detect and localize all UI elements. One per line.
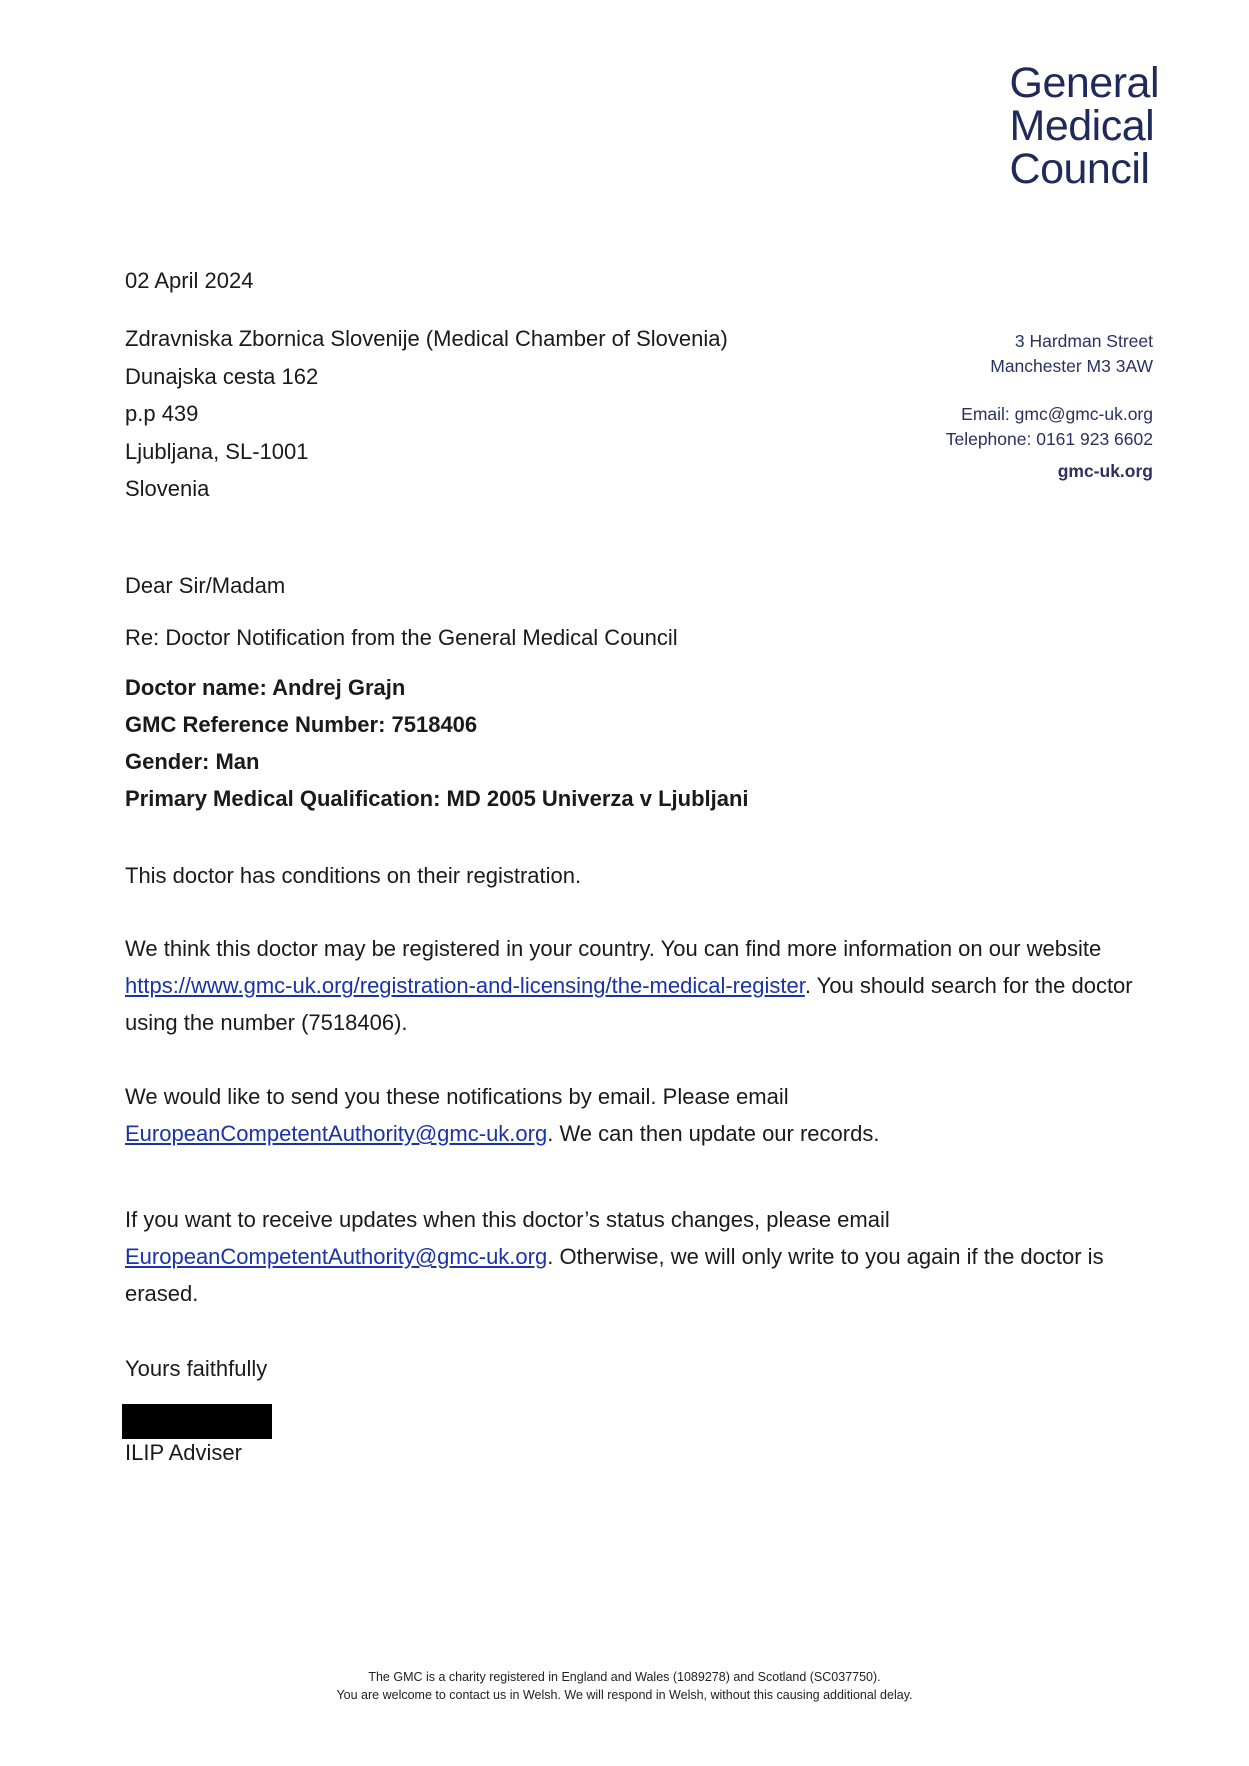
sender-street: 3 Hardman Street [1014, 331, 1153, 351]
competent-authority-email-link[interactable]: EuropeanCompetentAuthority@gmc-uk.org [125, 1121, 548, 1146]
recipient-line: Zdravniska Zbornica Slovenije (Medical Chamber of Slovenia) [125, 326, 728, 351]
paragraph-text: We think this doctor may be registered in your country. You can find more information on our website [125, 936, 1102, 961]
redacted-signature [122, 1404, 272, 1439]
sender-city: Manchester M3 3AW [990, 355, 1153, 376]
footer-charity-line: The GMC is a charity registered in England and Wales (1089278) and Scotland (SC037750). [368, 1670, 881, 1684]
letter-date: 02 April 2024 [125, 268, 254, 293]
salutation: Dear Sir/Madam [125, 573, 286, 598]
paragraph-text: . Otherwise, we will only write to you again if the doctor is erased. [125, 1244, 1104, 1306]
sender-website: gmc-uk.org [1057, 461, 1153, 481]
gmc-reference-number: GMC Reference Number: 7518406 [125, 712, 478, 737]
recipient-address [125, 320, 728, 508]
paragraph-text: If you want to receive updates when this doctor’s status changes, please email [125, 1207, 890, 1232]
status-updates-paragraph [125, 1201, 1155, 1312]
valediction: Yours faithfully [125, 1356, 268, 1381]
paragraph-text: We would like to send you these notifications by email. Please email [125, 1084, 789, 1109]
sender-telephone: Telephone: 0161 923 6602 [945, 428, 1153, 449]
logo-line-general: General [1009, 59, 1159, 107]
footer [0, 1668, 1249, 1704]
logo-line-council: Council [1009, 145, 1150, 193]
logo-line-medical: Medical [1009, 102, 1155, 150]
signatory-title: ILIP Adviser [125, 1440, 242, 1465]
paragraph-text: . You should search for the doctor using the number (7518406). [125, 973, 1133, 1035]
recipient-line: Slovenia [125, 476, 210, 501]
medical-register-link[interactable]: https://www.gmc-uk.org/registration-and-licensing/the-medical-register [125, 973, 805, 998]
doctor-details [125, 669, 1155, 817]
gmc-logo [1009, 59, 1159, 193]
recipient-line: Dunajska cesta 162 [125, 363, 319, 389]
email-notifications-paragraph [125, 1078, 1155, 1152]
sender-contact-block [946, 329, 1153, 484]
doctor-name: Doctor name: Andrej Grajn [125, 675, 406, 700]
footer-welsh-line: You are welcome to contact us in Welsh. We will respond in Welsh, without this causing additional delay. [336, 1688, 913, 1702]
subject-line: Re: Doctor Notification from the General Medical Council [125, 625, 678, 650]
recipient-line: Ljubljana, SL-1001 [125, 438, 309, 464]
paragraph-text: . We can then update our records. [547, 1121, 880, 1146]
primary-qualification: Primary Medical Qualification: MD 2005 Univerza v Ljubljani [125, 786, 749, 811]
conditions-statement: This doctor has conditions on their registration. [125, 863, 582, 888]
doctor-gender: Gender: Man [125, 749, 260, 774]
sender-email: Email: gmc@gmc-uk.org [961, 404, 1153, 424]
competent-authority-email-link[interactable]: EuropeanCompetentAuthority@gmc-uk.org [125, 1244, 548, 1269]
register-paragraph [125, 930, 1155, 1041]
recipient-line: p.p 439 [125, 401, 199, 426]
